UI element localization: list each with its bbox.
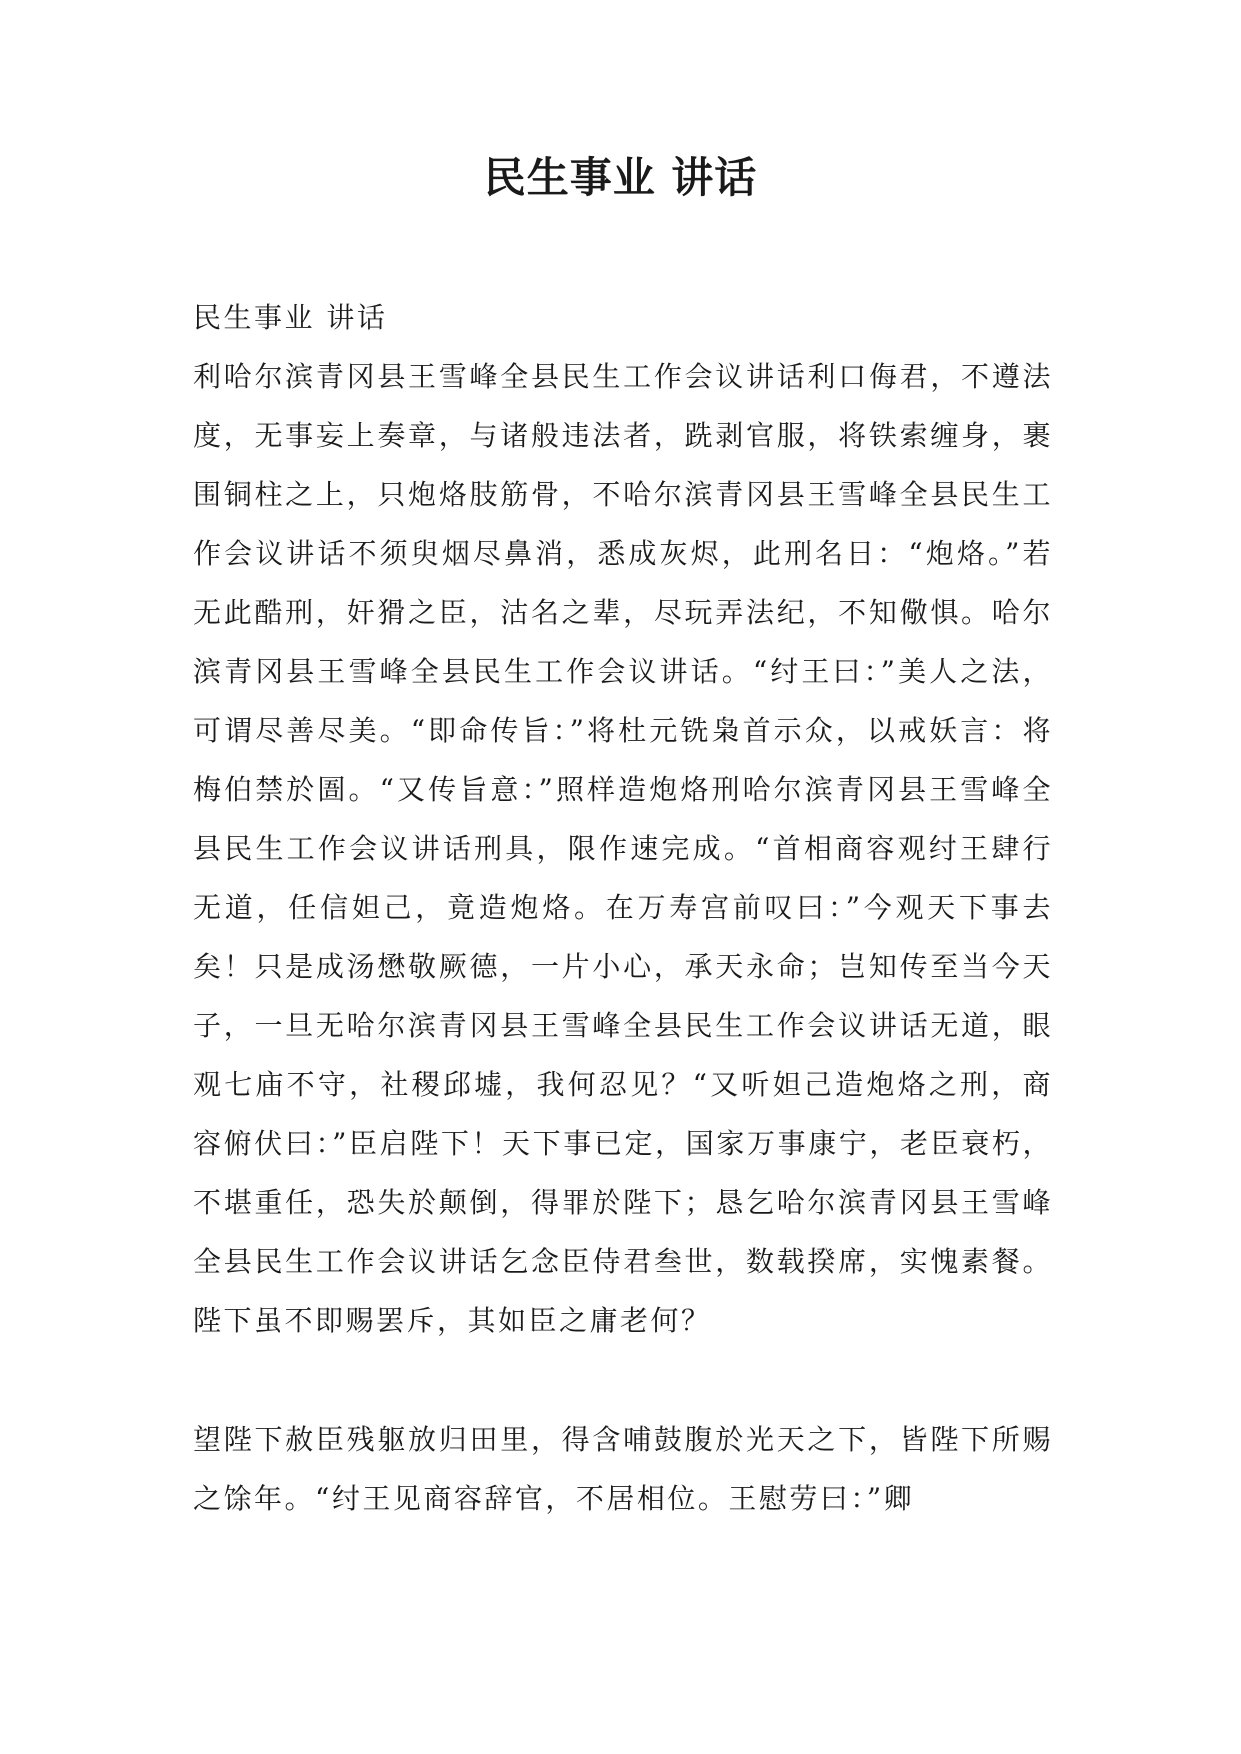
body-paragraph-2: 望陛下赦臣残躯放归田里，得含哺鼓腹於光天之下，皆陛下所赐之馀年。“纣王见商容辞官，不居相位。王慰劳曰：”卿 <box>193 1423 1053 1515</box>
document-title: 民生事业 讲话 <box>483 153 758 202</box>
paragraph-spacer <box>193 1350 1053 1410</box>
document-body <box>193 288 1053 1528</box>
body-paragraph-1: 利哈尔滨青冈县王雪峰全县民生工作会议讲话利口侮君，不遵法度，无事妄上奏章，与诸般违法者，跣剥官服，将铁索缠身，裹围铜柱之上，只炮烙肢筋骨，不哈尔滨青冈县王雪峰全县民生工作会议讲话不须臾烟尽鼻消，悉成灰烬，此刑名日：“炮烙。”若无此酷刑，奸猾之臣，沽名之辈，尽玩弄法纪，不知儆惧。哈尔滨青冈县王雪峰全县民生工作会议讲话。“纣王曰：”美人之法，可谓尽善尽美。“即命传旨：”将杜元铣枭首示众，以戒妖言：将梅伯禁於圄。“又传旨意：”照样造炮烙刑哈尔滨青冈县王雪峰全县民生工作会议讲话刑具，限作速完成。“首相商容观纣王肆行无道，任信妲己，竟造炮烙。在万寿宫前叹曰：”今观天下事去矣！只是成汤懋敬厥德，一片小心，承天永命；岂知传至当今天子，一旦无哈尔滨青冈县王雪峰全县民生工作会议讲话无道，眼观七庙不守，社稷邱墟，我何忍见？“又听妲己造炮烙之刑，商容俯伏曰：”臣启陛下！天下事已定，国家万事康宁，老臣衰朽，不堪重任，恐失於颠倒，得罪於陛下；恳乞哈尔滨青冈县王雪峰全县民生工作会议讲话乞念臣侍君叁世，数载揆席，实愧素餐。陛下虽不即赐罢斥，其如臣之庸老何？ <box>193 360 1053 1337</box>
document-subtitle: 民生事业 讲话 <box>193 301 388 334</box>
